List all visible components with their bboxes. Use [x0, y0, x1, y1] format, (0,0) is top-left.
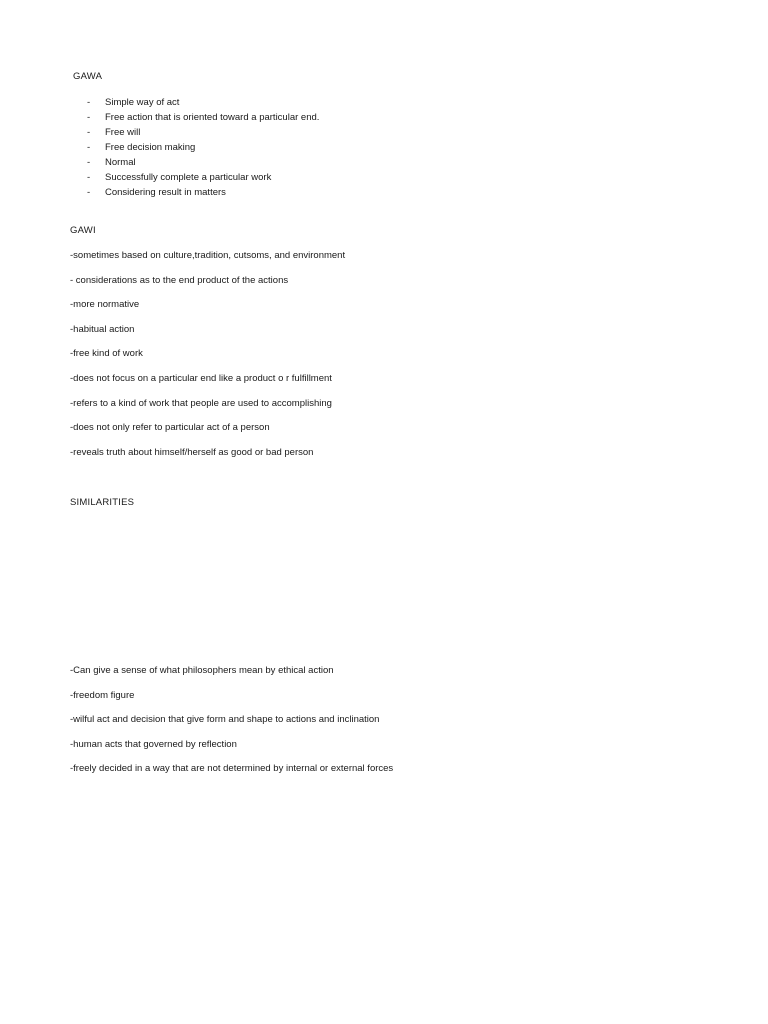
- similarities-list: [70, 665, 393, 788]
- dash-bullet: -: [87, 142, 91, 153]
- dash-bullet: -: [87, 112, 91, 123]
- list-item: -freedom figure: [70, 689, 135, 701]
- list-item-text: Considering result in matters: [105, 187, 226, 198]
- list-item-text: Successfully complete a particular work: [105, 172, 272, 183]
- list-item: -free kind of work: [70, 348, 143, 360]
- list-item-text: Free decision making: [105, 142, 196, 153]
- dash-bullet: -: [87, 127, 91, 138]
- dash-bullet: -: [87, 97, 91, 108]
- list-item: -Can give a sense of what philosophers mean by ethical action: [70, 665, 334, 676]
- gawa-heading: GAWA: [73, 71, 103, 82]
- list-item: -does not only refer to particular act of a person: [70, 422, 270, 434]
- list-item-text: Free will: [105, 127, 141, 138]
- dash-bullet: -: [87, 187, 91, 198]
- list-item: -refers to a kind of work that people are used to accomplishing: [70, 397, 332, 409]
- list-item-text: Normal: [105, 157, 136, 168]
- list-item: - considerations as to the end product of the actions: [70, 274, 289, 286]
- gawi-list: [70, 250, 345, 471]
- list-item: -wilful act and decision that give form and shape to actions and inclination: [70, 714, 380, 726]
- list-item-text: Simple way of act: [105, 97, 180, 108]
- list-item: -habitual action: [70, 323, 135, 335]
- similarities-heading: SIMILARITIES: [70, 497, 135, 508]
- list-item: -human acts that governed by reflection: [70, 738, 237, 750]
- dash-bullet: -: [87, 172, 91, 183]
- list-item: -does not focus on a particular end like a product o r fulfillment: [70, 372, 332, 384]
- list-item: -reveals truth about himself/herself as good or bad person: [70, 446, 314, 458]
- list-item-text: Free action that is oriented toward a particular end.: [105, 112, 320, 123]
- list-item: -freely decided in a way that are not determined by internal or external forces: [70, 763, 394, 775]
- list-item: -more normative: [70, 299, 140, 311]
- dash-bullet: -: [87, 157, 91, 168]
- gawi-heading: GAWI: [70, 225, 96, 236]
- list-item: -sometimes based on culture,tradition, cutsoms, and environment: [70, 250, 346, 261]
